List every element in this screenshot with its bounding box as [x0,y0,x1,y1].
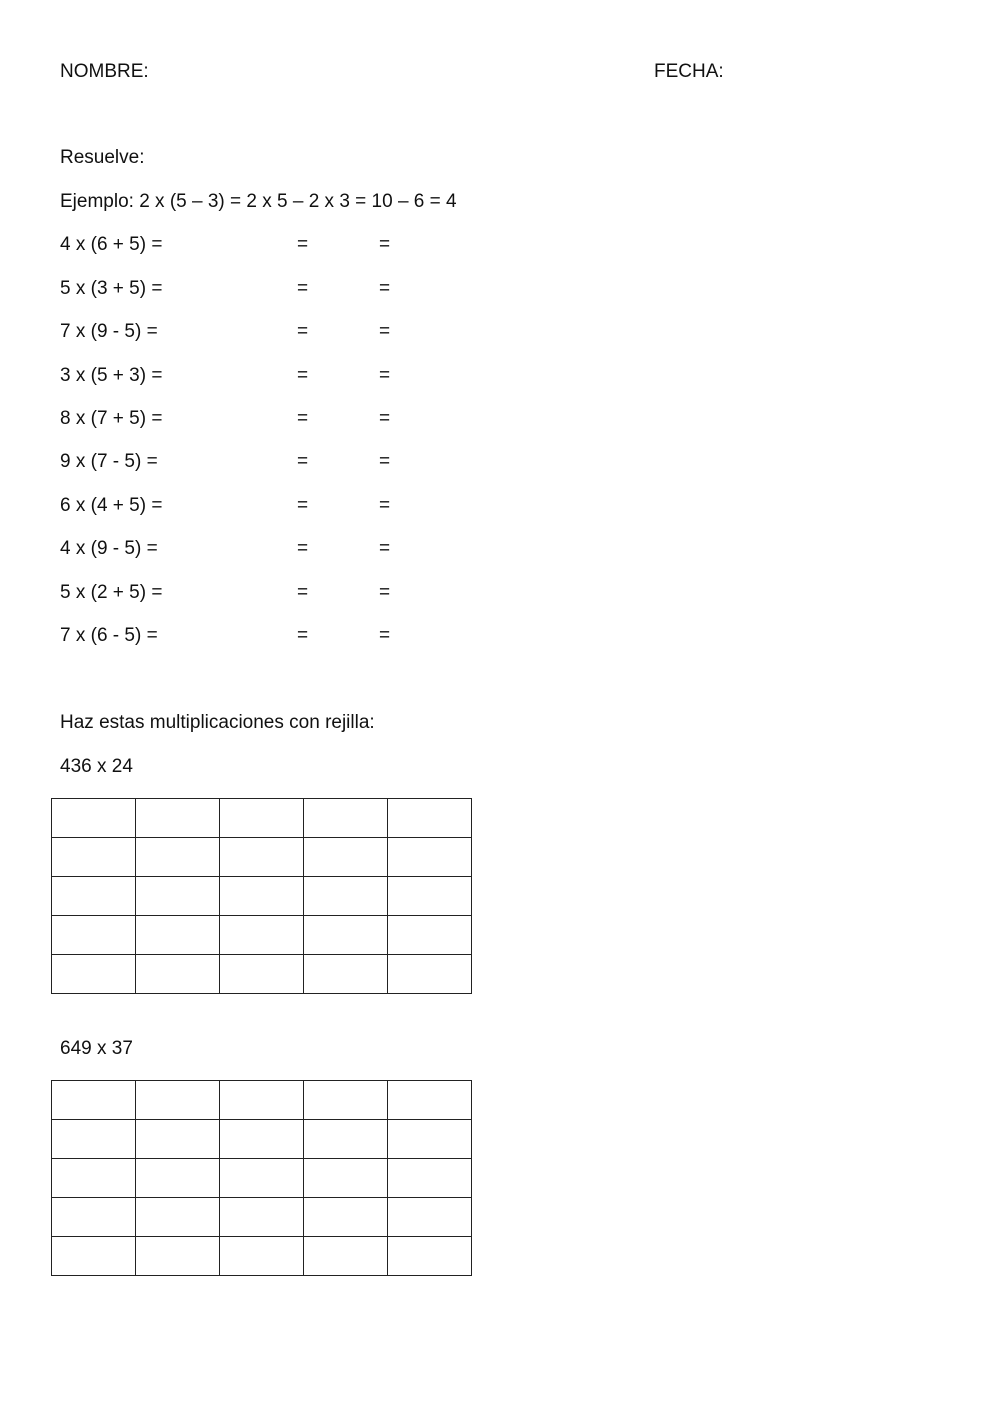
equals-sign: = [379,451,391,472]
exercise-expression: 5 x (2 + 5) = [60,582,163,603]
exercise-expression: 3 x (5 + 3) = [60,365,163,386]
equals-sign: = [379,625,391,646]
grid-cell [220,955,304,994]
equals-sign: = [379,408,391,429]
equals-sign: = [297,625,309,646]
exercise-row [0,495,1000,517]
exercise-row [0,365,1000,387]
grid-row [52,1237,472,1276]
equals-sign: = [297,582,309,603]
grid-cell [220,1198,304,1237]
exercise-expression: 8 x (7 + 5) = [60,408,163,429]
multiplication-grid [51,1080,472,1276]
exercise-expression: 9 x (7 - 5) = [60,451,158,472]
grid-cell [52,1159,136,1198]
equals-sign: = [297,408,309,429]
equals-sign: = [297,278,309,299]
equals-sign: = [379,278,391,299]
grid-cell [136,1237,220,1276]
equals-sign: = [297,321,309,342]
grid-cell [388,838,472,877]
grid-cell [52,838,136,877]
exercise-row [0,451,1000,473]
grid-cell [52,1120,136,1159]
grid-cell [220,1159,304,1198]
equals-sign: = [297,451,309,472]
grid-cell [388,1120,472,1159]
grid-cell [388,1198,472,1237]
grid-cell [52,1081,136,1120]
equals-sign: = [379,234,391,255]
problem-label: 436 x 24 [60,756,133,777]
multiplication-grid [51,798,472,994]
exercise-row [0,408,1000,430]
equals-sign: = [379,495,391,516]
grid-cell [52,799,136,838]
problem-label: 649 x 37 [60,1038,133,1059]
exercise-expression: 5 x (3 + 5) = [60,278,163,299]
grid-cell [304,1198,388,1237]
grid-cell [304,799,388,838]
section2-instruction: Haz estas multiplicaciones con rejilla: [60,712,375,733]
grid-row [52,916,472,955]
exercise-row [0,321,1000,343]
equals-sign: = [379,321,391,342]
grid-cell [136,1081,220,1120]
equals-sign: = [297,365,309,386]
grid-cell [52,1237,136,1276]
grid-cell [220,1120,304,1159]
equals-sign: = [297,234,309,255]
grid-cell [136,955,220,994]
grid-cell [136,799,220,838]
exercise-row [0,582,1000,604]
grid-cell [388,955,472,994]
grid-cell [52,877,136,916]
grid-row [52,838,472,877]
grid-cell [304,877,388,916]
grid-cell [304,1120,388,1159]
grid-cell [388,1081,472,1120]
exercise-expression: 6 x (4 + 5) = [60,495,163,516]
grid-cell [388,877,472,916]
exercise-expression: 7 x (6 - 5) = [60,625,158,646]
equals-sign: = [379,538,391,559]
equals-sign: = [297,495,309,516]
grid-cell [388,799,472,838]
grid-cell [304,1159,388,1198]
grid-cell [136,1198,220,1237]
grid-row [52,1159,472,1198]
equals-sign: = [379,582,391,603]
grid-cell [52,955,136,994]
grid-cell [136,1159,220,1198]
grid-cell [304,1237,388,1276]
grid-row [52,1120,472,1159]
grid-cell [304,916,388,955]
equals-sign: = [297,538,309,559]
exercise-row [0,625,1000,647]
grid-cell [136,877,220,916]
exercise-row [0,234,1000,256]
grid-row [52,955,472,994]
grid-cell [136,916,220,955]
date-label: FECHA: [654,61,724,82]
grid-cell [220,799,304,838]
exercise-expression: 4 x (6 + 5) = [60,234,163,255]
grid-row [52,1081,472,1120]
grid-row [52,877,472,916]
exercise-row [0,278,1000,300]
grid-cell [52,1198,136,1237]
example-line: Ejemplo: 2 x (5 – 3) = 2 x 5 – 2 x 3 = 10 – 6 = 4 [60,191,457,212]
grid-cell [136,1120,220,1159]
grid-cell [220,1237,304,1276]
grid-cell [304,1081,388,1120]
grid-cell [304,955,388,994]
grid-row [52,799,472,838]
grid-cell [220,1081,304,1120]
grid-cell [388,916,472,955]
grid-cell [388,1237,472,1276]
exercise-expression: 4 x (9 - 5) = [60,538,158,559]
name-label: NOMBRE: [60,61,149,82]
grid-cell [220,877,304,916]
grid-cell [136,838,220,877]
section1-instruction: Resuelve: [60,147,145,168]
grid-cell [220,838,304,877]
equals-sign: = [379,365,391,386]
exercise-expression: 7 x (9 - 5) = [60,321,158,342]
grid-cell [220,916,304,955]
exercise-row [0,538,1000,560]
grid-cell [52,916,136,955]
grid-cell [388,1159,472,1198]
grid-row [52,1198,472,1237]
grid-cell [304,838,388,877]
